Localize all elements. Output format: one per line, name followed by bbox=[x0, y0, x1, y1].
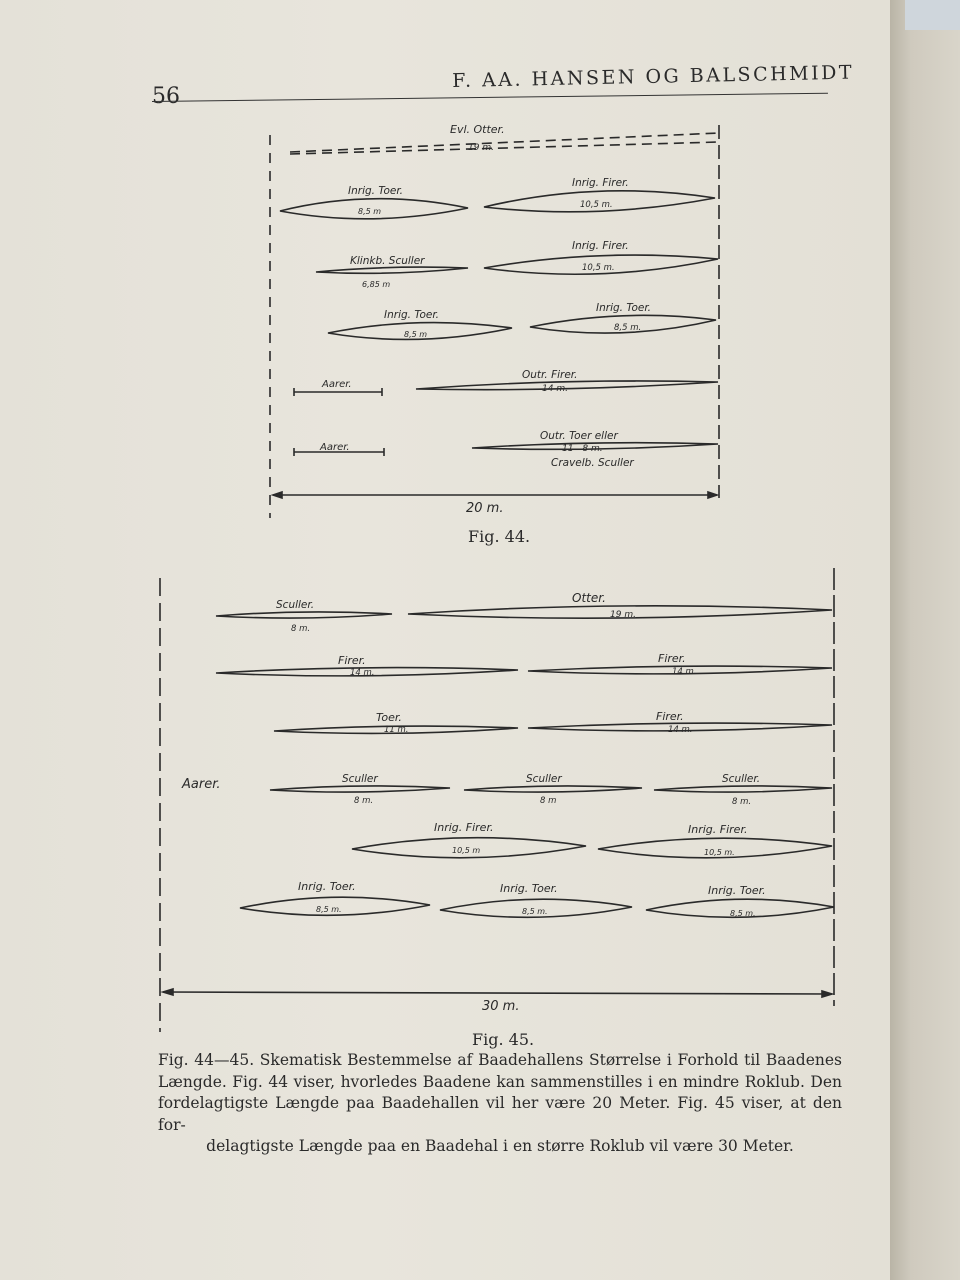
fig45-oars-label: Aarer. bbox=[182, 777, 221, 792]
fig45-r1a-length: 8 m. bbox=[291, 624, 311, 634]
fig45-r1b-length: 19 m. bbox=[610, 610, 636, 620]
fig44-row3-left-length: 8,5 m bbox=[404, 330, 428, 339]
running-head: F. AA. HANSEN OG BALSCHMIDT bbox=[452, 61, 855, 92]
fig44-otter-label: Evl. Otter. bbox=[450, 123, 505, 136]
fig45-r6b-label: Inrig. Toer. bbox=[500, 882, 558, 895]
fig45-r3b-length: 14 m. bbox=[668, 725, 693, 735]
fig45-r1b-label: Otter. bbox=[572, 591, 606, 605]
fig45-r4c-label: Sculler. bbox=[722, 773, 761, 785]
fig45-r5b-label: Inrig. Firer. bbox=[688, 823, 748, 836]
fig45-r4a-length: 8 m. bbox=[354, 796, 374, 806]
fig44-total-label: 20 m. bbox=[466, 501, 504, 516]
fig44-row1-left-length: 8,5 m bbox=[358, 207, 382, 216]
fig44-otter-outline-bottom bbox=[290, 142, 719, 154]
fig45-r3a-label: Toer. bbox=[376, 711, 402, 724]
fig45-r4-sculler-a bbox=[270, 786, 450, 792]
fig45-r2a-label: Firer. bbox=[338, 654, 366, 667]
fig45-r1a-label: Sculler. bbox=[276, 599, 315, 611]
fig44-otter-length: 19 m. bbox=[468, 143, 494, 153]
caption-text: Fig. 44—45. Skematisk Bestemmelse af Baadehallens Størrelse i Forhold til Baadenes Længde. Fig. 44 viser, hvorledes Baadene kan sammenstilles i en mindre Roklub. Den fordelagtigste Længde paa Baadehallen vil her være 20 Meter. Fig. 45 viser, at den for- bbox=[158, 1051, 842, 1134]
fig44-row2-left-label: Klinkb. Sculler bbox=[350, 255, 425, 267]
fig45-r6c-label: Inrig. Toer. bbox=[708, 884, 766, 897]
fig45-r4a-label: Sculler bbox=[342, 773, 378, 785]
fig45-caption: Fig. 45. bbox=[472, 1030, 535, 1049]
fig44-row5-label: Outr. Toer eller bbox=[540, 430, 618, 442]
fig44-row1-right-length: 10,5 m. bbox=[580, 200, 613, 210]
fig45-r3b-label: Firer. bbox=[656, 710, 684, 723]
fig45-r4b-length: 8 m bbox=[540, 796, 557, 806]
fig45-r6a-length: 8,5 m. bbox=[316, 905, 342, 914]
fig45-r4b-label: Sculler bbox=[526, 773, 562, 785]
fig44-row2-right-label: Inrig. Firer. bbox=[572, 240, 629, 252]
fig45-r4-sculler-b bbox=[464, 786, 642, 792]
figure-caption-paragraph bbox=[158, 1050, 842, 1158]
fig44-row3-left-label: Inrig. Toer. bbox=[384, 309, 440, 321]
fig45-r6b-length: 8,5 m. bbox=[522, 907, 548, 916]
fig44-row2-right-length: 10,5 m. bbox=[582, 263, 615, 273]
fig44-row3-right-label: Inrig. Toer. bbox=[596, 302, 652, 314]
fig44-row4-oar-label: Aarer. bbox=[322, 379, 352, 390]
fig44-row2-left-boat bbox=[316, 267, 468, 273]
fig44-row2-left-length: 6,85 m bbox=[362, 280, 391, 289]
fig44-row5-oar-label: Aarer. bbox=[320, 442, 350, 453]
page-number: 56 bbox=[152, 84, 180, 109]
fig45-r3a-length: 11 m. bbox=[384, 725, 409, 735]
fig45-total-label: 30 m. bbox=[482, 999, 520, 1014]
fig45-r5a-length: 10,5 m bbox=[452, 846, 481, 855]
fig44-row1-left-label: Inrig. Toer. bbox=[348, 185, 404, 197]
fig44-row1-right-label: Inrig. Firer. bbox=[572, 177, 629, 189]
fig44-caption: Fig. 44. bbox=[468, 527, 531, 546]
fig45-r2b-length: 14 m. bbox=[672, 667, 697, 677]
fig44-row5-label-2: Cravelb. Sculler bbox=[551, 457, 634, 469]
fig45-r4c-length: 8 m. bbox=[732, 797, 752, 807]
fig44-row5-length: 11 - 8 m. bbox=[562, 444, 603, 454]
fig45-r1-sculler bbox=[216, 612, 392, 618]
fig45-r6c-length: 8,5 m. bbox=[730, 909, 756, 918]
fig44-row4-label: Outr. Firer. bbox=[522, 369, 578, 381]
fig45-r5a-label: Inrig. Firer. bbox=[434, 821, 494, 834]
fig45-r5b-length: 10,5 m. bbox=[704, 848, 735, 857]
fig45-total-dimension-line bbox=[163, 992, 832, 994]
fig45-r2a-length: 14 m. bbox=[350, 668, 375, 678]
fig44-row3-right-length: 8,5 m. bbox=[614, 323, 642, 333]
fig45-r2b-label: Firer. bbox=[658, 652, 686, 665]
caption-last-line: delagtigste Længde paa en Baadehal i en større Roklub vil være 30 Meter. bbox=[206, 1137, 794, 1155]
fig45-r4-sculler-c bbox=[654, 786, 832, 792]
fig44-row4-length: 14 m. bbox=[542, 384, 568, 394]
fig45-r6a-label: Inrig. Toer. bbox=[298, 880, 356, 893]
